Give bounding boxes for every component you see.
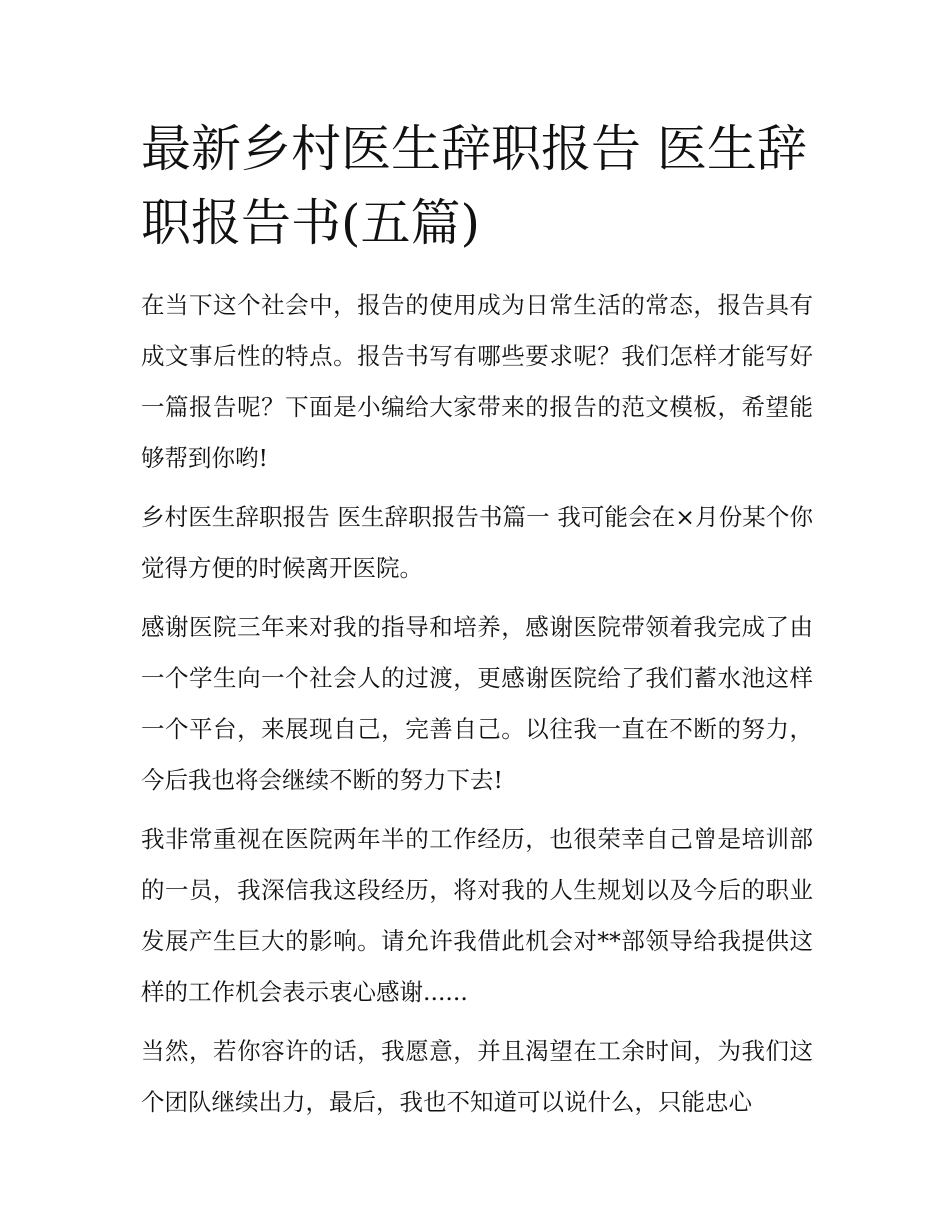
paragraph-chapter-one-opening: 乡村医生辞职报告 医生辞职报告书篇一 我可能会在×月份某个你觉得方便的时候离开医院。: [141, 503, 813, 582]
paragraph-work-experience: 我非常重视在医院两年半的工作经历，也很荣幸自己曾是培训部的一员，我深信我这段经历，将对我的人生规划以及今后的职业发展产生巨大的影响。请允许我借此机会对**部领导给我提供这样的工作机会表示衷心感谢......: [141, 825, 813, 1006]
paragraph-gratitude: 感谢医院三年来对我的指导和培养，感谢医院带领着我完成了由一个学生向一个社会人的过渡，更感谢医院给了我们蓄水池这样一个平台，来展现自己，完善自己。以往我一直在不断的努力，今后我也将会继续不断的努力下去!: [141, 613, 813, 794]
paragraph-closing: 当然，若你容许的话，我愿意，并且渴望在工余时间，为我们这个团队继续出力，最后，我也不知道可以说什么，只能忠心: [141, 1037, 813, 1116]
document-title: 最新乡村医生辞职报告 医生辞职报告书(五篇): [141, 120, 807, 252]
document-body: [141, 112, 813, 1136]
paragraph-intro: 在当下这个社会中，报告的使用成为日常生活的常态，报告具有成文事后性的特点。报告书写有哪些要求呢？我们怎样才能写好一篇报告呢？下面是小编给大家带来的报告的范文模板，希望能够帮到你哟!: [141, 291, 813, 472]
